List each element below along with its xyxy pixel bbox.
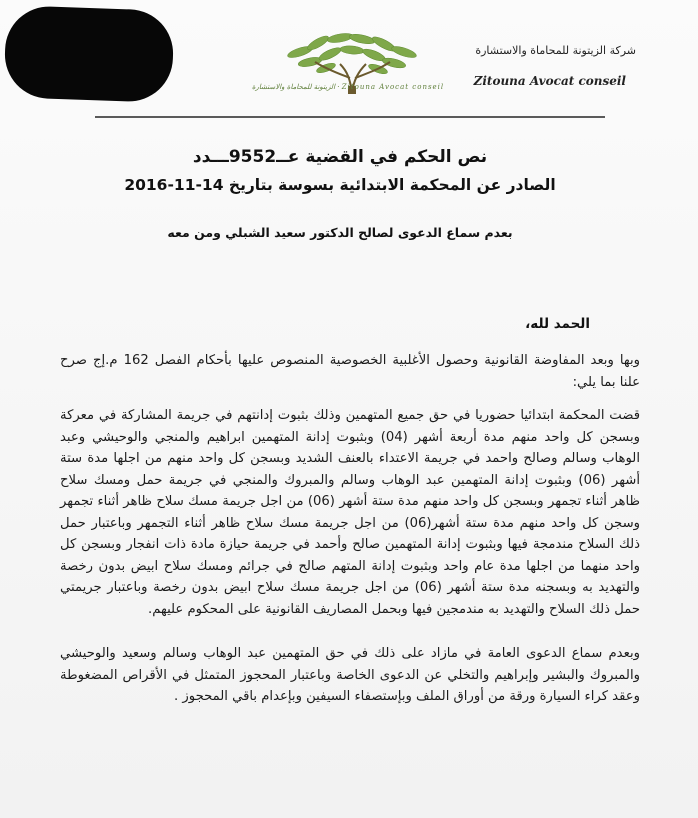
header-divider [95,116,605,118]
document-subtitle: الصادر عن المحكمة الابتدائية بسوسة بتاريخ 14-11-2016 [124,176,556,194]
company-name-arabic: شركة الزيتونة للمحاماة والاستشارة [475,44,636,57]
logo-caption: الزيتونة للمحاماة والاستشارة · Zitouna Avocat conseil [251,83,445,91]
opening-line: الحمد لله، [525,316,590,332]
paragraph-verdict: قضت المحكمة ابتدائيا حضوريا في حق جميع المتهمين وذلك بثبوت إدانتهم في جريمة المشاركة في معركة وبسجن كل واحد منهم مدة أربعة أشهر (04) وبثبوت إدانة المتهمين ابراهيم والمنجي والوحيشي وعبد الوهاب وسالم وصالح واحمد في جريمة الاعتداء بالعنف الشديد وبسجن كل واحد منهم من اجلها مدة ستة أشهر (06) وبثبوت إدانة المتهمين عبد الوهاب وسالم والمبروك والمنجي في جريمة حمل ومسك سلاح ظاهر أثناء تجمهر وبسجن كل واحد منهم مدة ستة أشهر (06) من اجل جريمة مسك سلاح ظاهر أثناء تجمهر وسجن كل واحد منهم مدة ستة أشهر(06) من اجل جريمة مسك سلاح ظاهر أثناء التجمهر وباعتبار حمل ذلك السلاح مندمجة فيها وبثبوت إدانة المتهمين صالح وأحمد في جريمة حيازة مادة ذات انفجار وبسجن كل واحد منهما من اجلها مدة عام واحد وبثبوت إدانة المتهم صالح في جرائم ومسك سلاح ابيض بدون رخصة والتهديد به وبسجنه مدة ستة أشهر (06) من اجل جريمة مسك سلاح ابيض بدون رخصة وباعتبار جريمتي حمل ذلك السلاح والتهديد به مندمجين فيها وبحمل المصاريف القانونية على المحكوم عليهم. [60,408,640,617]
document-title: نص الحكم في القضية عــ9552ـــدد [192,147,488,167]
paragraph-deliberation: وبها وبعد المفاوضة القانونية وحصول الأغلبية الخصوصية المنصوص عليها بأحكام الفصل 162 م.إج صرح علنا بما يلي: [60,353,640,390]
redaction-mark [3,5,174,103]
company-name-french: Zitouna Avocat conseil [473,74,626,88]
document-subject: بعدم سماع الدعوى لصالح الدكتور سعيد الشبلي ومن معه [167,225,513,240]
paragraph-dismissal: وبعدم سماع الدعوى العامة في مازاد على ذلك في حق المتهمين عبد الوهاب وسالم وسعيد والوحيشي والمبروك والبشير وإبراهيم والتخلي عن الدعوى الخاصة وباعتبار المحجوز المتمثل في الأقراص المضغوطة وعقد كراء السيارة ورقة من أوراق الملف وبإستصفاء السيفين وبإعدام باقي المحجوز . [60,646,640,704]
